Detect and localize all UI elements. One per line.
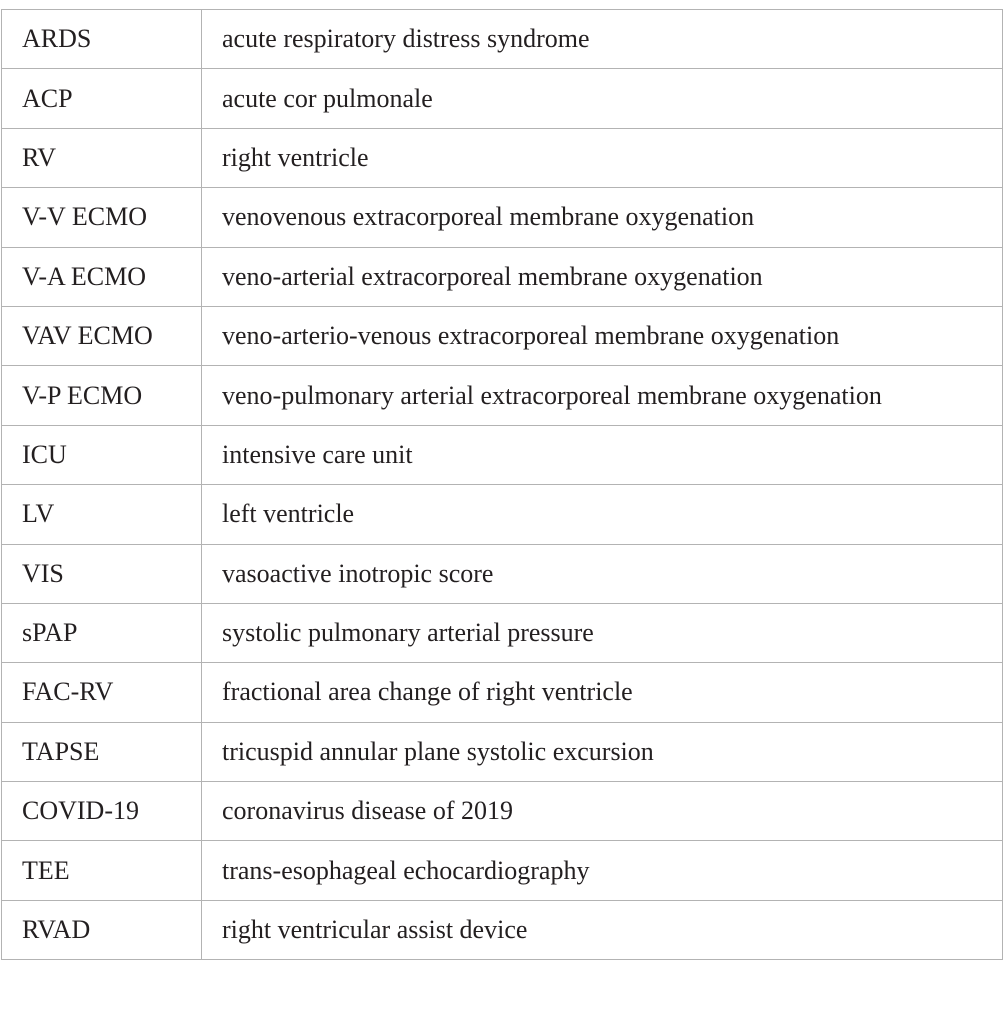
abbreviation-definition: veno-pulmonary arterial extracorporeal membrane oxygenation bbox=[202, 366, 1003, 425]
abbreviation-term: VIS bbox=[2, 544, 202, 603]
abbreviation-term: ICU bbox=[2, 425, 202, 484]
table-row bbox=[2, 782, 1003, 841]
abbreviation-definition: fractional area change of right ventricle bbox=[202, 663, 1003, 722]
table-row bbox=[2, 128, 1003, 187]
abbreviation-definition: trans-esophageal echocardiography bbox=[202, 841, 1003, 900]
abbreviation-term: TAPSE bbox=[2, 722, 202, 781]
abbreviation-definition: systolic pulmonary arterial pressure bbox=[202, 603, 1003, 662]
abbreviations-table bbox=[1, 9, 1003, 960]
abbreviation-term: ACP bbox=[2, 69, 202, 128]
table-row bbox=[2, 425, 1003, 484]
abbreviation-term: RVAD bbox=[2, 900, 202, 959]
abbreviation-term: TEE bbox=[2, 841, 202, 900]
table-row bbox=[2, 69, 1003, 128]
abbreviation-definition: acute cor pulmonale bbox=[202, 69, 1003, 128]
abbreviation-term: V-V ECMO bbox=[2, 188, 202, 247]
table-row bbox=[2, 366, 1003, 425]
table-row bbox=[2, 247, 1003, 306]
abbreviation-definition: veno-arterial extracorporeal membrane oxygenation bbox=[202, 247, 1003, 306]
abbreviation-definition: tricuspid annular plane systolic excursion bbox=[202, 722, 1003, 781]
abbreviation-definition: left ventricle bbox=[202, 485, 1003, 544]
table-row bbox=[2, 10, 1003, 69]
abbreviation-term: RV bbox=[2, 128, 202, 187]
abbreviation-term: V-A ECMO bbox=[2, 247, 202, 306]
abbreviation-definition: right ventricle bbox=[202, 128, 1003, 187]
abbreviation-definition: veno-arterio-venous extracorporeal membrane oxygenation bbox=[202, 306, 1003, 365]
table-row bbox=[2, 188, 1003, 247]
table-row bbox=[2, 841, 1003, 900]
abbreviation-term: V-P ECMO bbox=[2, 366, 202, 425]
abbreviation-term: sPAP bbox=[2, 603, 202, 662]
table-row bbox=[2, 306, 1003, 365]
abbreviation-term: FAC-RV bbox=[2, 663, 202, 722]
abbreviation-term: VAV ECMO bbox=[2, 306, 202, 365]
abbreviation-term: ARDS bbox=[2, 10, 202, 69]
abbreviation-term: LV bbox=[2, 485, 202, 544]
abbreviation-definition: venovenous extracorporeal membrane oxygenation bbox=[202, 188, 1003, 247]
abbreviation-definition: right ventricular assist device bbox=[202, 900, 1003, 959]
abbreviation-definition: coronavirus disease of 2019 bbox=[202, 782, 1003, 841]
table-row bbox=[2, 485, 1003, 544]
table-row bbox=[2, 663, 1003, 722]
table-row bbox=[2, 603, 1003, 662]
abbreviation-definition: acute respiratory distress syndrome bbox=[202, 10, 1003, 69]
table-row bbox=[2, 900, 1003, 959]
abbreviation-definition: vasoactive inotropic score bbox=[202, 544, 1003, 603]
abbreviation-term: COVID-19 bbox=[2, 782, 202, 841]
table-row bbox=[2, 544, 1003, 603]
table-row bbox=[2, 722, 1003, 781]
abbreviation-definition: intensive care unit bbox=[202, 425, 1003, 484]
